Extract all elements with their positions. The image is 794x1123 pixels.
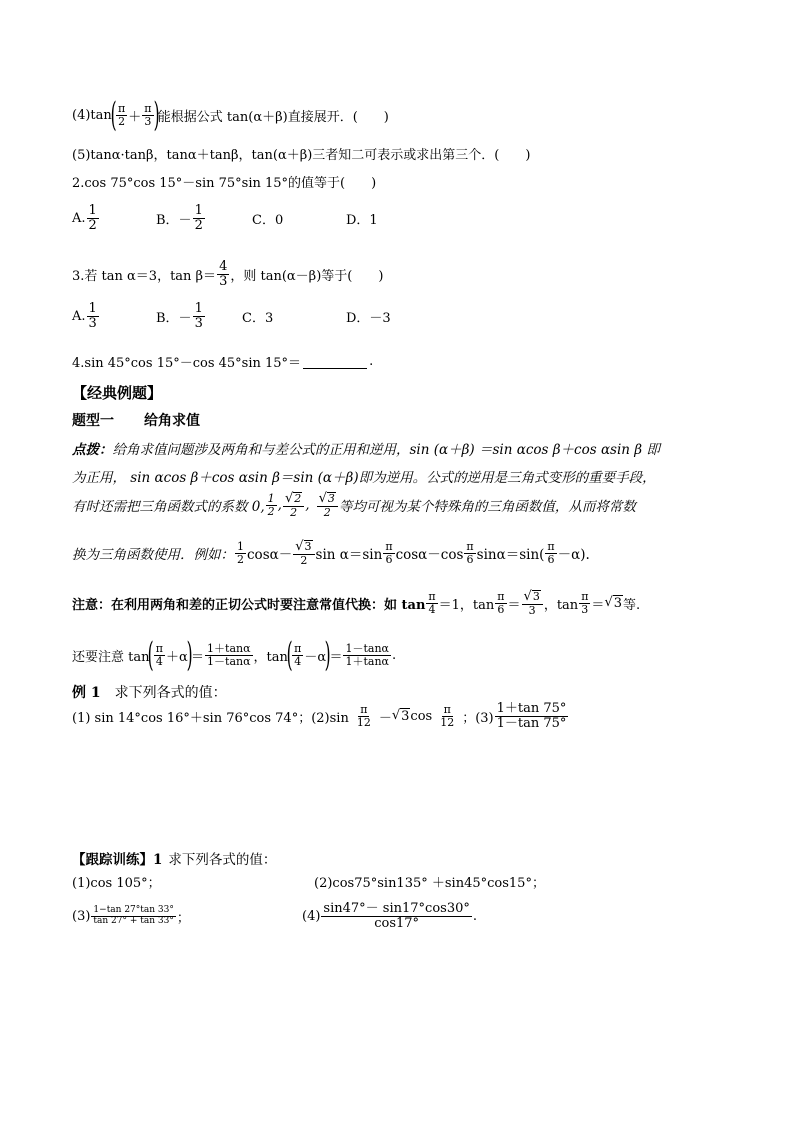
- note-label: 注意：: [72, 597, 112, 613]
- follow-up-item-3: (3) 1−tan 27°tan 33° tan 27° + tan 33° ；: [72, 905, 190, 926]
- question-2-stem: 2.cos 75°cos 15°－sin 75°sin 15°的值等于( ): [72, 176, 377, 191]
- item-4-suffix: 能根据公式 tan(α＋β)直接展开．( ): [157, 109, 389, 125]
- answer-blank[interactable]: [303, 355, 367, 369]
- follow-up-row-2: [72, 902, 477, 930]
- tip-line-3: 有时还需把三角函数式的系数 0, 1 2 , √ 2 2 , √ 3 2 等均可视为某个特殊角的三角函数值，从而将常数: [72, 491, 636, 519]
- follow-up-row-1: (1)cos 105°； (2)cos75°sin135° ＋sin45°cos15°；: [72, 876, 545, 891]
- question-4: 4.sin 45°cos 15°－cos 45°sin 15°＝ .: [72, 354, 374, 371]
- note-line-1: 注意： 在利用两角和差的正切公式时要注意常值代换：如 tan π 4 ＝1，tan π 6 ＝ √ 3 3 ，tan π 3 ＝ √ 3 等.: [72, 589, 641, 617]
- example-1-heading: 例 1 求下列各式的值：: [72, 685, 227, 701]
- follow-up-item-4: (4) sin47°－ sin17°cos30° cos17° .: [302, 901, 478, 931]
- question-2-options: [72, 204, 378, 232]
- tip-label: 点拨：: [72, 442, 113, 458]
- item-5: [72, 144, 530, 163]
- tip-line-1: 点拨： 给角求值问题涉及两角和与差公式的正用和逆用，sin (α＋β) ＝sin αcos β＋cos αsin β 即: [72, 438, 660, 458]
- item-4-prefix: (4)tan: [72, 107, 112, 123]
- frac-sqrt3-2: √ 3 2: [317, 492, 338, 518]
- section-title: 【经典例题】: [72, 384, 163, 402]
- option-b[interactable]: B．－ 1 2: [156, 203, 203, 233]
- option-d[interactable]: D．－3: [346, 310, 391, 326]
- follow-up-heading: 【跟踪训练】1 求下列各式的值：: [72, 852, 277, 868]
- frac-pi-3: π 3: [144, 101, 152, 128]
- option-b[interactable]: B．－ 1 3: [156, 301, 203, 331]
- example-1-items: (1) sin 14°cos 16°＋sin 76°cos 74°；(2)sin π 12 － √ 3 cos π 12 ；(3) 1＋tan 75° 1－tan 75°: [72, 701, 567, 731]
- type-1-heading: 题型一 给角求值: [72, 413, 200, 429]
- option-c[interactable]: C．3: [242, 310, 274, 326]
- frac-1-2: 1 2: [267, 492, 275, 518]
- left-paren: (: [110, 95, 117, 135]
- tip-line-2: 为正用， sin αcos β＋cos αsin β＝sin (α＋β)即为逆用。公式的逆用是三角式变形的重要手段，: [72, 470, 656, 486]
- option-a[interactable]: A. 1 2: [72, 203, 97, 233]
- question-3-stem: 3.若 tan α＝3，tan β＝ 4 3 ，则 tan(α－β)等于( ): [72, 259, 384, 289]
- note-line-2: 还要注意 tan ( π 4 ＋α ) ＝ 1＋tanα 1－tanα ，tan ( π 4 －α ) ＝ 1－tanα 1＋tanα .: [72, 635, 397, 675]
- question-3-options: [72, 302, 391, 330]
- frac-sqrt2-2: √ 2 2: [283, 492, 304, 518]
- option-d[interactable]: D．1: [346, 212, 378, 228]
- item-5-text: (5)tanα·tanβ，tanα＋tanβ，tan(α＋β)三者知二可表示或求出第三个．( ): [72, 148, 531, 163]
- right-paren: ): [153, 95, 160, 135]
- item-4: [72, 95, 389, 135]
- frac-pi-2: π 2: [118, 101, 126, 128]
- plus-sign: ＋: [128, 109, 142, 125]
- option-c[interactable]: C．0: [252, 212, 284, 228]
- tip-line-4: 换为三角函数使用．例如： 1 2 cosα－ √ 3 2 sin α＝sin π 6 cosα－cos π 6 sinα＝sin( π 6 －α).: [72, 539, 590, 567]
- option-a[interactable]: A. 1 3: [72, 301, 97, 331]
